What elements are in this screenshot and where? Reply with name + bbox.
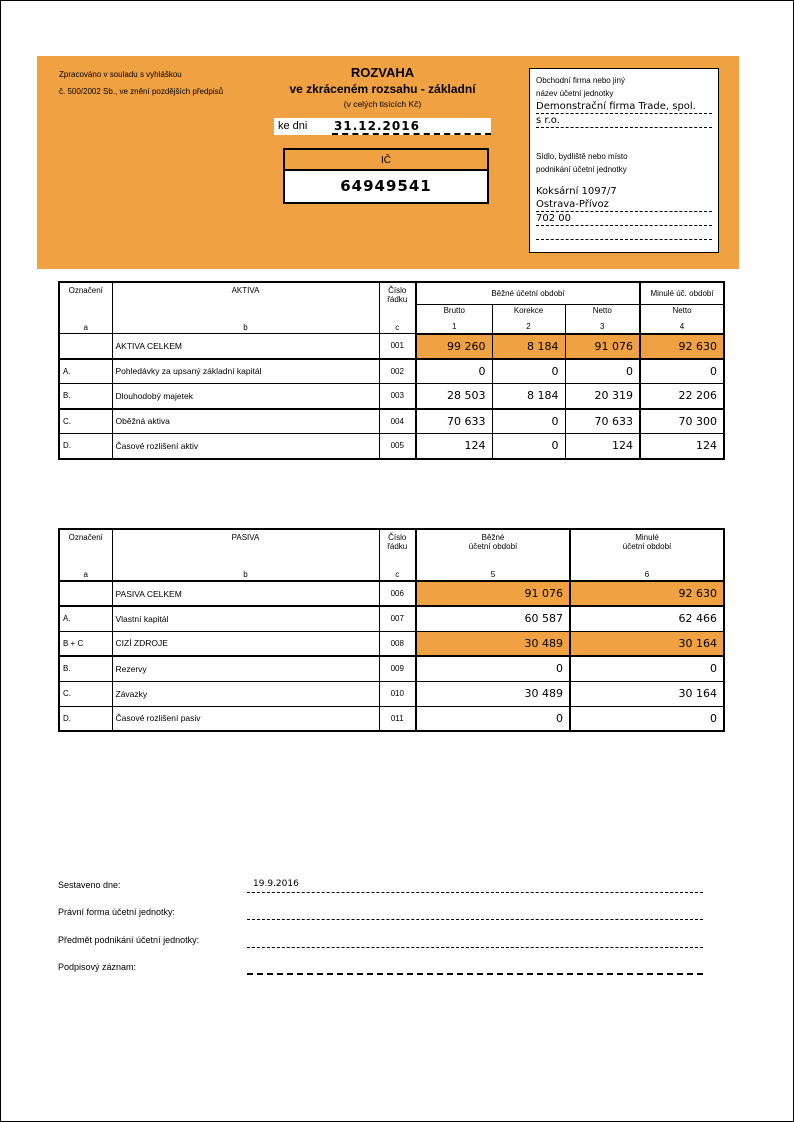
sestaveno-dne-line[interactable] — [247, 874, 703, 893]
pasiva-row-rezervy: B. Rezervy 009 0 0 — [59, 656, 724, 681]
date-field-value[interactable]: 31.12.2016 — [332, 118, 491, 135]
aktiva-row-dlouhodoby-majetek: B. Dlouhodobý majetek 003 28 503 8 184 20 319 22 206 — [59, 384, 724, 409]
aktiva-row-pohledavky: A. Pohledávky za upsaný základní kapitál 002 0 0 0 0 — [59, 359, 724, 384]
company-name-label-line2: název účetní jednotky — [536, 89, 614, 98]
aktiva-header-cislo-radku: Číslo řádku c — [379, 282, 416, 334]
form-subtitle: ve zkráceném rozsahu - základní — [289, 82, 476, 96]
ic-label: IČ — [285, 150, 487, 171]
sestaveno-dne-label: Sestaveno dne: — [58, 880, 121, 890]
aktiva-header-oznaceni: Označení a — [59, 282, 112, 334]
podpisovy-zaznam-line[interactable] — [247, 956, 703, 975]
company-name-line2[interactable]: s r.o. — [536, 114, 712, 128]
footer-row-predmet-podnikani — [58, 928, 703, 948]
company-address-label-line1: Sídlo, bydliště nebo místo — [536, 152, 628, 161]
pasiva-row-celkem: PASIVA CELKEM 006 91 076 92 630 — [59, 581, 724, 606]
aktiva-row-casove-rozliseni: D. Časové rozlišení aktiv 005 124 0 124 124 — [59, 434, 724, 459]
predmet-podnikani-line[interactable] — [247, 929, 703, 948]
company-address-label-line2: podnikání účetní jednotky — [536, 165, 627, 174]
footer-row-sestaveno — [58, 873, 703, 893]
footer-row-podpisovy-zaznam — [58, 955, 703, 975]
pasiva-row-casove-rozliseni: D. Časové rozlišení pasiv 011 0 0 — [59, 706, 724, 731]
date-field-bar — [274, 118, 491, 135]
pravni-forma-line[interactable] — [247, 901, 703, 920]
pasiva-table — [58, 528, 725, 732]
company-address-street[interactable]: Koksární 1097/7 — [536, 186, 617, 197]
pasiva-row-cizi-zdroje: B + C CIZÍ ZDROJE 008 30 489 30 164 — [59, 631, 724, 656]
regulation-note-line2: č. 500/2002 Sb., ve znění pozdějších předpisů — [59, 87, 224, 96]
aktiva-header-brutto: Brutto 1 — [416, 304, 492, 333]
pasiva-header-minule-obdobi: Minulé účetní období 6 — [570, 529, 724, 581]
aktiva-header-netto-minule: Netto 4 — [640, 304, 724, 333]
footer-row-pravni-forma — [58, 900, 703, 920]
aktiva-header-netto: Netto 3 — [565, 304, 640, 333]
sestaveno-dne-value[interactable]: 19.9.2016 — [253, 879, 299, 889]
form-unit-note: (v celých tisících Kč) — [343, 99, 422, 109]
pasiva-header-pasiva: PASIVA b — [112, 529, 379, 581]
form-title: ROZVAHA — [350, 65, 415, 80]
pasiva-header-bezne-obdobi: Běžné účetní období 5 — [416, 529, 570, 581]
company-address-city[interactable]: Ostrava-Přívoz — [536, 198, 712, 212]
aktiva-row-obezna-aktiva: C. Oběžná aktiva 004 70 633 0 70 633 70 300 — [59, 409, 724, 434]
form-title-block — [274, 65, 491, 109]
podpisovy-zaznam-label: Podpisový záznam: — [58, 962, 137, 972]
ic-box — [283, 148, 489, 204]
ic-value[interactable]: 64949541 — [340, 177, 432, 195]
regulation-note — [59, 66, 223, 100]
company-name-label-line1: Obchodní firma nebo jiný — [536, 76, 625, 85]
company-info-box — [529, 68, 719, 253]
company-address-zip[interactable]: 702 00 — [536, 212, 712, 226]
orange-header-block — [37, 56, 739, 269]
date-field-label: ke dni — [278, 120, 308, 132]
pasiva-row-zavazky: C. Závazky 010 30 489 30 164 — [59, 681, 724, 706]
aktiva-header-korekce: Korekce 2 — [492, 304, 565, 333]
predmet-podnikani-label: Předmět podnikání účetní jednotky: — [58, 935, 200, 945]
aktiva-header-aktiva: AKTIVA b — [112, 282, 379, 334]
regulation-note-line1: Zpracováno v souladu s vyhláškou — [59, 70, 182, 79]
pasiva-header-oznaceni: Označení a — [59, 529, 112, 581]
aktiva-header-bezne-obdobi: Běžné účetní období — [416, 282, 640, 304]
company-address-empty-line[interactable] — [536, 227, 712, 240]
company-name-line1[interactable]: Demonstrační firma Trade, spol. — [536, 100, 712, 114]
pravni-forma-label: Právní forma účetní jednotky: — [58, 907, 176, 917]
aktiva-row-celkem: AKTIVA CELKEM 001 99 260 8 184 91 076 92 630 — [59, 334, 724, 359]
pasiva-header-cislo-radku: Číslo řádku c — [379, 529, 416, 581]
pasiva-row-vlastni-kapital: A. Vlastní kapitál 007 60 587 62 466 — [59, 606, 724, 631]
aktiva-header-minule-obdobi: Minulé úč. období — [640, 282, 724, 304]
aktiva-table — [58, 281, 725, 460]
